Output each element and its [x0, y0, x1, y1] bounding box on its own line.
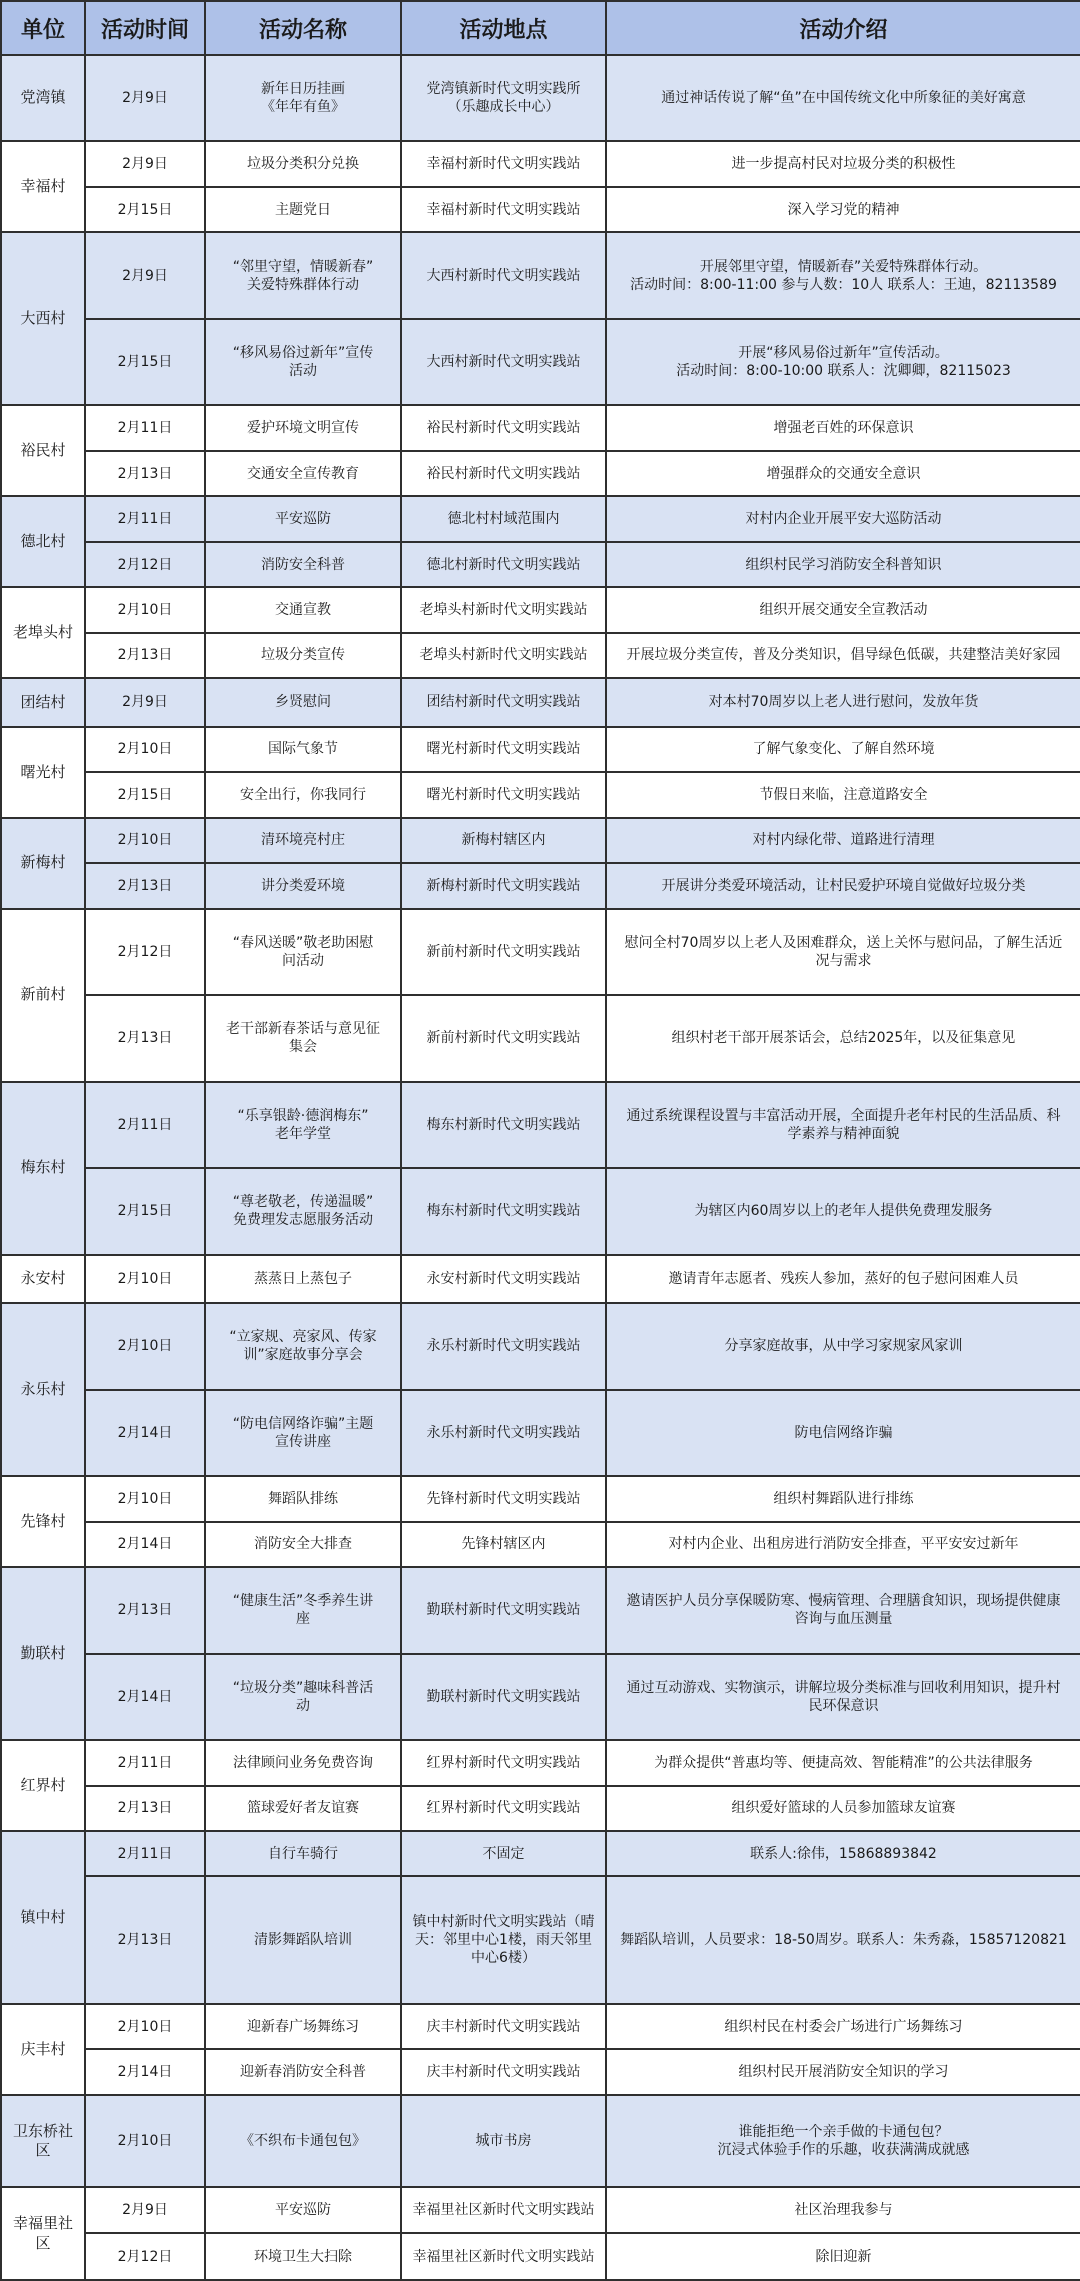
activity-name-cell: “尊老敬老，传递温暖” 免费理发志愿服务活动: [205, 1168, 401, 1254]
header-date: 活动时间: [85, 1, 205, 55]
intro-cell: 谁能拒绝一个亲手做的卡通包包？ 沉浸式体验手作的乐趣，收获满满成就感: [606, 2095, 1080, 2187]
table-row: [1, 633, 1080, 678]
place-cell: 勤联村新时代文明实践站: [401, 1567, 606, 1653]
table-row: [1, 727, 1080, 772]
intro-cell: 对村内企业、出租房进行消防安全排查，平平安安过新年: [606, 1522, 1080, 1567]
intro-cell: 通过系统课程设置与丰富活动开展，全面提升老年村民的生活品质、科 学素养与精神面貌: [606, 1082, 1080, 1168]
intro-cell: 通过互动游戏、实物演示，讲解垃圾分类标准与回收利用知识，提升村 民环保意识: [606, 1654, 1080, 1740]
table-row: [1, 496, 1080, 541]
place-cell: 庆丰村新时代文明实践站: [401, 2049, 606, 2094]
date-cell: 2月13日: [85, 1876, 205, 2003]
intro-cell: 节假日来临，注意道路安全: [606, 772, 1080, 817]
table-row: [1, 995, 1080, 1081]
place-cell: 幸福村新时代文明实践站: [401, 141, 606, 186]
place-cell: 大西村新时代文明实践站: [401, 319, 606, 405]
header-place: 活动地点: [401, 1, 606, 55]
place-cell: 团结村新时代文明实践站: [401, 678, 606, 726]
intro-cell: 组织爱好篮球的人员参加篮球友谊赛: [606, 1786, 1080, 1831]
table-row: [1, 2233, 1080, 2280]
activity-name-cell: 新年日历挂画 《年年有鱼》: [205, 55, 401, 141]
unit-cell: 庆丰村: [1, 2004, 85, 2095]
activity-name-cell: 爱护环境文明宣传: [205, 405, 401, 450]
unit-cell: 曙光村: [1, 727, 85, 818]
table-row: [1, 1303, 1080, 1389]
table-row: [1, 818, 1080, 863]
activity-name-cell: 垃圾分类宣传: [205, 633, 401, 678]
unit-cell: 幸福里社区: [1, 2187, 85, 2280]
date-cell: 2月15日: [85, 772, 205, 817]
unit-cell: 卫东桥社区: [1, 2095, 85, 2187]
place-cell: 镇中村新时代文明实践站（晴 天：邻里中心1楼，雨天邻里 中心6楼）: [401, 1876, 606, 2003]
intro-cell: 防电信网络诈骗: [606, 1390, 1080, 1476]
date-cell: 2月15日: [85, 319, 205, 405]
place-cell: 幸福里社区新时代文明实践站: [401, 2233, 606, 2280]
unit-cell: 大西村: [1, 232, 85, 405]
intro-cell: 开展“移风易俗过新年”宣传活动。 活动时间：8:00-10:00 联系人：沈卿卿，82115023: [606, 319, 1080, 405]
date-cell: 2月15日: [85, 1168, 205, 1254]
date-cell: 2月9日: [85, 232, 205, 318]
unit-cell: 新梅村: [1, 818, 85, 909]
intro-cell: 进一步提高村民对垃圾分类的积极性: [606, 141, 1080, 186]
unit-cell: 先锋村: [1, 1476, 85, 1567]
place-cell: 大西村新时代文明实践站: [401, 232, 606, 318]
date-cell: 2月11日: [85, 1740, 205, 1785]
place-cell: 裕民村新时代文明实践站: [401, 451, 606, 496]
date-cell: 2月9日: [85, 678, 205, 726]
table-row: [1, 451, 1080, 496]
intro-cell: 对村内企业开展平安大巡防活动: [606, 496, 1080, 541]
date-cell: 2月14日: [85, 2049, 205, 2094]
table-row: [1, 2187, 1080, 2233]
table-row: [1, 1082, 1080, 1168]
table-body: [1, 55, 1080, 2280]
activity-name-cell: 清环境亮村庄: [205, 818, 401, 863]
unit-cell: 裕民村: [1, 405, 85, 496]
activity-name-cell: 消防安全大排查: [205, 1522, 401, 1567]
place-cell: 幸福村新时代文明实践站: [401, 187, 606, 232]
intro-cell: 组织村民在村委会广场进行广场舞练习: [606, 2004, 1080, 2049]
unit-cell: 永安村: [1, 1255, 85, 1303]
date-cell: 2月10日: [85, 587, 205, 632]
intro-cell: 为群众提供“普惠均等、便捷高效、智能精准”的公共法律服务: [606, 1740, 1080, 1785]
intro-cell: 了解气象变化、了解自然环境: [606, 727, 1080, 772]
date-cell: 2月10日: [85, 2095, 205, 2187]
activity-name-cell: “邻里守望，情暖新春” 关爱特殊群体行动: [205, 232, 401, 318]
table-row: [1, 1876, 1080, 2003]
activity-name-cell: 清影舞蹈队培训: [205, 1876, 401, 2003]
intro-cell: 增强老百姓的环保意识: [606, 405, 1080, 450]
date-cell: 2月12日: [85, 2233, 205, 2280]
activity-name-cell: 消防安全科普: [205, 542, 401, 587]
date-cell: 2月10日: [85, 727, 205, 772]
place-cell: 德北村新时代文明实践站: [401, 542, 606, 587]
place-cell: 庆丰村新时代文明实践站: [401, 2004, 606, 2049]
activity-name-cell: 平安巡防: [205, 2187, 401, 2233]
activity-name-cell: 环境卫生大扫除: [205, 2233, 401, 2280]
intro-cell: 邀请医护人员分享保暖防寒、慢病管理、合理膳食知识，现场提供健康 咨询与血压测量: [606, 1567, 1080, 1653]
table-row: [1, 863, 1080, 908]
date-cell: 2月10日: [85, 818, 205, 863]
table-row: [1, 1654, 1080, 1740]
place-cell: 党湾镇新时代文明实践所 （乐趣成长中心）: [401, 55, 606, 141]
intro-cell: 组织村民学习消防安全科普知识: [606, 542, 1080, 587]
intro-cell: 慰问全村70周岁以上老人及困难群众，送上关怀与慰问品，了解生活近 况与需求: [606, 909, 1080, 995]
table-row: [1, 55, 1080, 141]
intro-cell: 对本村70周岁以上老人进行慰问，发放年货: [606, 678, 1080, 726]
activity-name-cell: 自行车骑行: [205, 1831, 401, 1876]
date-cell: 2月10日: [85, 1303, 205, 1389]
activity-name-cell: “健康生活”冬季养生讲 座: [205, 1567, 401, 1653]
unit-cell: 永乐村: [1, 1303, 85, 1476]
activity-name-cell: 法律顾问业务免费咨询: [205, 1740, 401, 1785]
place-cell: 老埠头村新时代文明实践站: [401, 587, 606, 632]
activity-name-cell: 老干部新春茶话与意见征 集会: [205, 995, 401, 1081]
intro-cell: 舞蹈队培训，人员要求：18-50周岁。联系人：朱秀淼，15857120821: [606, 1876, 1080, 2003]
activity-name-cell: “垃圾分类”趣味科普活 动: [205, 1654, 401, 1740]
table-row: [1, 1168, 1080, 1254]
place-cell: 老埠头村新时代文明实践站: [401, 633, 606, 678]
table-row: [1, 319, 1080, 405]
date-cell: 2月15日: [85, 187, 205, 232]
header-row: [1, 1, 1080, 55]
table-row: [1, 1255, 1080, 1303]
date-cell: 2月13日: [85, 1786, 205, 1831]
activity-name-cell: 蒸蒸日上蒸包子: [205, 1255, 401, 1303]
intro-cell: 组织村舞蹈队进行排练: [606, 1476, 1080, 1521]
activity-name-cell: 主题党日: [205, 187, 401, 232]
date-cell: 2月9日: [85, 141, 205, 186]
unit-cell: 新前村: [1, 909, 85, 1082]
intro-cell: 为辖区内60周岁以上的老年人提供免费理发服务: [606, 1168, 1080, 1254]
header-name: 活动名称: [205, 1, 401, 55]
place-cell: 新前村新时代文明实践站: [401, 909, 606, 995]
table-row: [1, 1390, 1080, 1476]
intro-cell: 对村内绿化带、道路进行清理: [606, 818, 1080, 863]
table-row: [1, 1831, 1080, 1876]
date-cell: 2月11日: [85, 405, 205, 450]
place-cell: 城市书房: [401, 2095, 606, 2187]
intro-cell: 邀请青年志愿者、残疾人参加，蒸好的包子慰问困难人员: [606, 1255, 1080, 1303]
date-cell: 2月13日: [85, 1567, 205, 1653]
intro-cell: 开展垃圾分类宣传，普及分类知识，倡导绿色低碳，共建整洁美好家园: [606, 633, 1080, 678]
date-cell: 2月11日: [85, 1082, 205, 1168]
table-row: [1, 1740, 1080, 1785]
unit-cell: 老埠头村: [1, 587, 85, 678]
table-row: [1, 405, 1080, 450]
activity-name-cell: 乡贤慰问: [205, 678, 401, 726]
date-cell: 2月13日: [85, 863, 205, 908]
unit-cell: 德北村: [1, 496, 85, 587]
activity-name-cell: “春风送暖”敬老助困慰 问活动: [205, 909, 401, 995]
table-row: [1, 1567, 1080, 1653]
date-cell: 2月9日: [85, 55, 205, 141]
date-cell: 2月13日: [85, 451, 205, 496]
intro-cell: 社区治理我参与: [606, 2187, 1080, 2233]
intro-cell: 通过神话传说了解“鱼”在中国传统文化中所象征的美好寓意: [606, 55, 1080, 141]
activity-name-cell: 交通安全宣传教育: [205, 451, 401, 496]
intro-cell: 联系人:徐伟，15868893842: [606, 1831, 1080, 1876]
date-cell: 2月12日: [85, 909, 205, 995]
date-cell: 2月13日: [85, 633, 205, 678]
date-cell: 2月12日: [85, 542, 205, 587]
unit-cell: 镇中村: [1, 1831, 85, 2004]
header-unit: 单位: [1, 1, 85, 55]
date-cell: 2月14日: [85, 1654, 205, 1740]
place-cell: 幸福里社区新时代文明实践站: [401, 2187, 606, 2233]
date-cell: 2月10日: [85, 1476, 205, 1521]
date-cell: 2月10日: [85, 1255, 205, 1303]
date-cell: 2月13日: [85, 995, 205, 1081]
table-row: [1, 2049, 1080, 2094]
intro-cell: 组织开展交通安全宣教活动: [606, 587, 1080, 632]
activity-name-cell: “移风易俗过新年”宣传 活动: [205, 319, 401, 405]
place-cell: 永乐村新时代文明实践站: [401, 1303, 606, 1389]
header-intro: 活动介绍: [606, 1, 1080, 55]
intro-cell: 分享家庭故事，从中学习家规家风家训: [606, 1303, 1080, 1389]
date-cell: 2月11日: [85, 1831, 205, 1876]
activity-name-cell: 垃圾分类积分兑换: [205, 141, 401, 186]
intro-cell: 深入学习党的精神: [606, 187, 1080, 232]
date-cell: 2月14日: [85, 1390, 205, 1476]
place-cell: 红界村新时代文明实践站: [401, 1740, 606, 1785]
place-cell: 德北村村域范围内: [401, 496, 606, 541]
activity-name-cell: 迎新春消防安全科普: [205, 2049, 401, 2094]
place-cell: 先锋村新时代文明实践站: [401, 1476, 606, 1521]
activity-name-cell: “乐享银龄·德润梅东” 老年学堂: [205, 1082, 401, 1168]
date-cell: 2月10日: [85, 2004, 205, 2049]
unit-cell: 党湾镇: [1, 55, 85, 141]
activity-name-cell: 讲分类爱环境: [205, 863, 401, 908]
activity-name-cell: 舞蹈队排练: [205, 1476, 401, 1521]
intro-cell: 增强群众的交通安全意识: [606, 451, 1080, 496]
activity-name-cell: 安全出行，你我同行: [205, 772, 401, 817]
table-row: [1, 2095, 1080, 2187]
intro-cell: 组织村民开展消防安全知识的学习: [606, 2049, 1080, 2094]
date-cell: 2月14日: [85, 1522, 205, 1567]
place-cell: 梅东村新时代文明实践站: [401, 1082, 606, 1168]
activity-name-cell: “立家规、亮家风、传家 训”家庭故事分享会: [205, 1303, 401, 1389]
table-row: [1, 141, 1080, 186]
table-row: [1, 187, 1080, 232]
place-cell: 新前村新时代文明实践站: [401, 995, 606, 1081]
unit-cell: 梅东村: [1, 1082, 85, 1255]
activity-name-cell: 篮球爱好者友谊赛: [205, 1786, 401, 1831]
activity-name-cell: “防电信网络诈骗”主题 宣传讲座: [205, 1390, 401, 1476]
place-cell: 先锋村辖区内: [401, 1522, 606, 1567]
intro-cell: 除旧迎新: [606, 2233, 1080, 2280]
place-cell: 新梅村新时代文明实践站: [401, 863, 606, 908]
place-cell: 红界村新时代文明实践站: [401, 1786, 606, 1831]
date-cell: 2月11日: [85, 496, 205, 541]
unit-cell: 团结村: [1, 678, 85, 726]
intro-cell: 开展邻里守望，情暖新春”关爱特殊群体行动。 活动时间：8:00-11:00 参与人数：10人 联系人：王迪，82113589: [606, 232, 1080, 318]
table-row: [1, 772, 1080, 817]
place-cell: 永安村新时代文明实践站: [401, 1255, 606, 1303]
unit-cell: 勤联村: [1, 1567, 85, 1740]
table-row: [1, 909, 1080, 995]
table-row: [1, 2004, 1080, 2049]
table-row: [1, 678, 1080, 726]
place-cell: 永乐村新时代文明实践站: [401, 1390, 606, 1476]
place-cell: 新梅村辖区内: [401, 818, 606, 863]
intro-cell: 组织村老干部开展茶话会，总结2025年，以及征集意见: [606, 995, 1080, 1081]
table-row: [1, 1786, 1080, 1831]
unit-cell: 红界村: [1, 1740, 85, 1831]
table-row: [1, 1522, 1080, 1567]
place-cell: 裕民村新时代文明实践站: [401, 405, 606, 450]
date-cell: 2月9日: [85, 2187, 205, 2233]
place-cell: 曙光村新时代文明实践站: [401, 727, 606, 772]
table-row: [1, 1476, 1080, 1521]
table-row: [1, 232, 1080, 318]
place-cell: 勤联村新时代文明实践站: [401, 1654, 606, 1740]
intro-cell: 开展讲分类爱环境活动，让村民爱护环境自觉做好垃圾分类: [606, 863, 1080, 908]
activity-name-cell: 《不织布卡通包包》: [205, 2095, 401, 2187]
activity-name-cell: 国际气象节: [205, 727, 401, 772]
activity-name-cell: 迎新春广场舞练习: [205, 2004, 401, 2049]
unit-cell: 幸福村: [1, 141, 85, 232]
place-cell: 曙光村新时代文明实践站: [401, 772, 606, 817]
place-cell: 梅东村新时代文明实践站: [401, 1168, 606, 1254]
table-row: [1, 587, 1080, 632]
activity-name-cell: 交通宣教: [205, 587, 401, 632]
place-cell: 不固定: [401, 1831, 606, 1876]
table-row: [1, 542, 1080, 587]
activity-name-cell: 平安巡防: [205, 496, 401, 541]
